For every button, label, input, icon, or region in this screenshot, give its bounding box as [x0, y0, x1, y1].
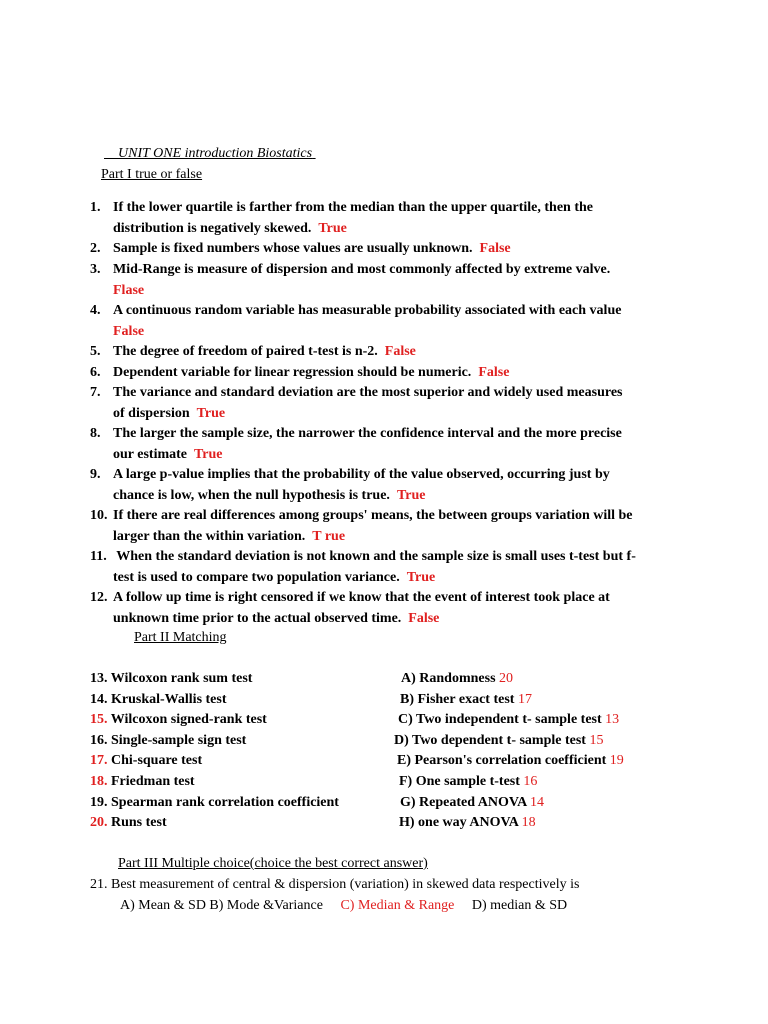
item-number: 1. — [90, 200, 101, 215]
matching-right-item — [401, 671, 513, 687]
option-d: D) median & SD — [471, 898, 568, 913]
question-text: Best measurement of central & dispersion (variation) in skewed data respectively is — [111, 877, 580, 892]
options-a-b: A) Mean & SD B) Mode &Variance — [120, 898, 323, 913]
item-text: Dependent variable for linear regression should be numeric. — [113, 365, 472, 380]
option-text: C) Two independent t- sample test — [398, 712, 602, 728]
item-text: chance is low, when the null hypothesis is true. — [113, 487, 390, 503]
answer-label: T rue — [312, 528, 346, 544]
item-number: 6. — [90, 365, 101, 380]
part1-item-line — [113, 221, 347, 237]
item-text: Runs test — [111, 815, 167, 831]
matching-right-item — [399, 774, 537, 790]
option-text: B) Fisher exact test — [400, 691, 515, 707]
part1-item-line — [90, 200, 593, 216]
item-text: Mid-Range is measure of dispersion and most commonly affected by extreme valve. — [113, 262, 611, 277]
item-text: our estimate — [113, 446, 187, 462]
part1-item-line — [113, 283, 144, 299]
answer-label: False — [479, 241, 511, 256]
item-text: Spearman rank correlation coefficient — [111, 794, 339, 810]
matching-left-item — [90, 671, 252, 687]
answer-label: False — [478, 365, 510, 380]
answer-number: 14 — [530, 794, 545, 810]
part1-item-line — [90, 385, 622, 401]
matching-right-item — [394, 733, 603, 749]
answer-label: False — [384, 344, 416, 359]
item-text: Kruskal-Wallis test — [111, 691, 227, 707]
item-text: A continuous random variable has measurable probability associated with each value — [113, 303, 622, 318]
part1-item-line — [113, 570, 435, 586]
part1-item-line — [90, 344, 416, 360]
item-text: larger than the within variation. — [113, 528, 306, 544]
answer-number: 18 — [521, 815, 536, 831]
item-text: A follow up time is right censored if we know that the event of interest took place at — [113, 590, 610, 605]
matching-left-item — [90, 815, 167, 831]
item-text: distribution is negatively skewed. — [113, 220, 312, 236]
answer-label: True — [406, 569, 436, 585]
matching-left-item — [90, 692, 227, 708]
option-text: H) one way ANOVA — [399, 815, 519, 831]
item-text: of dispersion — [113, 405, 190, 421]
matching-right-item — [400, 795, 544, 811]
part1-item-line — [90, 590, 610, 606]
item-number: 9. — [90, 467, 101, 482]
item-number: 17. — [90, 753, 108, 769]
item-number: 4. — [90, 303, 101, 318]
item-text: The variance and standard deviation are the most superior and widely used measures — [113, 385, 623, 400]
part1-item-line — [113, 611, 439, 627]
question-number: 21. — [90, 877, 108, 892]
item-text: The degree of freedom of paired t-test is n-2. — [113, 344, 378, 359]
item-text: A large p-value implies that the probability of the value observed, occurring just by — [113, 467, 610, 482]
answer-label: True — [396, 487, 426, 503]
option-text: E) Pearson's correlation coefficient — [397, 753, 607, 769]
item-text: Chi-square test — [111, 753, 203, 769]
part1-item-line — [113, 406, 225, 422]
item-text: unknown time prior to the actual observed time. — [113, 610, 402, 626]
option-text: D) Two dependent t- sample test — [394, 732, 586, 748]
matching-right-item — [397, 753, 624, 769]
answer-label: True — [194, 446, 223, 462]
question-21 — [90, 877, 579, 893]
item-number: 10. — [90, 508, 108, 523]
item-text: Sample is fixed numbers whose values are usually unknown. — [113, 241, 473, 256]
matching-left-item — [90, 753, 202, 769]
item-text: Single-sample sign test — [111, 732, 247, 748]
item-number: 14. — [90, 691, 108, 707]
answer-label: False — [408, 610, 440, 626]
part2-heading: Part II Matching — [134, 630, 227, 645]
item-number: 20. — [90, 815, 108, 831]
item-number: 13. — [90, 671, 108, 686]
answer-label: False — [113, 323, 145, 339]
matching-left-item — [90, 774, 195, 790]
option-correct: C) Median & Range — [340, 898, 455, 913]
option-text: A) Randomness — [401, 671, 496, 686]
item-number: 16. — [90, 732, 108, 748]
part1-item-line — [90, 467, 610, 483]
part1-item-line — [113, 447, 223, 463]
part1-item-line — [90, 426, 622, 442]
item-number: 11. — [90, 549, 107, 564]
part1-item-line — [90, 549, 636, 565]
title-text: UNIT ONE introduction Biostatics — [118, 146, 313, 161]
matching-right-item — [400, 692, 532, 708]
item-text: Wilcoxon rank sum test — [110, 671, 253, 686]
answer-number: 17 — [517, 691, 532, 707]
answer-label: True — [196, 405, 226, 421]
part1-item-line — [90, 303, 621, 319]
item-text: test is used to compare two population variance. — [113, 569, 400, 585]
part1-heading: Part I true or false — [101, 167, 203, 182]
question-21-options — [120, 898, 567, 914]
part1-item-line — [113, 324, 144, 340]
part1-item-line — [90, 241, 511, 257]
matching-right-item — [398, 712, 619, 728]
part1-item-line — [113, 488, 425, 504]
item-text: When the standard deviation is not known and the sample size is small uses t-test but f- — [113, 549, 636, 564]
matching-right-item — [399, 815, 536, 831]
item-number: 18. — [90, 774, 108, 789]
part1-item-line — [113, 529, 345, 545]
matching-left-item — [90, 733, 246, 749]
option-text: F) One sample t-test — [399, 774, 520, 789]
part1-item-line — [90, 262, 610, 278]
item-text: The larger the sample size, the narrower the confidence interval and the more precise — [113, 426, 622, 441]
item-text: Wilcoxon signed-rank test — [110, 712, 267, 728]
part3-heading: Part III Multiple choice(choice the best correct answer) — [118, 856, 428, 871]
document-title — [104, 146, 316, 162]
matching-left-item — [90, 712, 267, 728]
item-number: 5. — [90, 344, 101, 359]
part1-item-line — [90, 508, 633, 524]
answer-number: 15 — [589, 732, 604, 748]
answer-number: 13 — [605, 712, 620, 728]
answer-label: Flase — [113, 282, 145, 298]
part1-item-line — [90, 365, 509, 381]
item-number: 2. — [90, 241, 101, 256]
item-number: 3. — [90, 262, 101, 277]
answer-number: 16 — [523, 774, 538, 789]
item-number: 12. — [90, 590, 108, 605]
item-text: If there are real differences among groups' means, the between groups variation will be — [113, 508, 633, 523]
item-number: 8. — [90, 426, 101, 441]
item-number: 19. — [90, 794, 108, 810]
matching-left-item — [90, 795, 339, 811]
item-number: 7. — [90, 385, 101, 400]
answer-number: 19 — [609, 753, 624, 769]
option-text: G) Repeated ANOVA — [400, 794, 527, 810]
item-number: 15. — [90, 712, 108, 728]
item-text: If the lower quartile is farther from the median than the upper quartile, then the — [113, 200, 593, 215]
item-text: Friedman test — [111, 774, 195, 789]
answer-number: 20 — [499, 671, 514, 686]
answer-label: True — [318, 220, 347, 236]
